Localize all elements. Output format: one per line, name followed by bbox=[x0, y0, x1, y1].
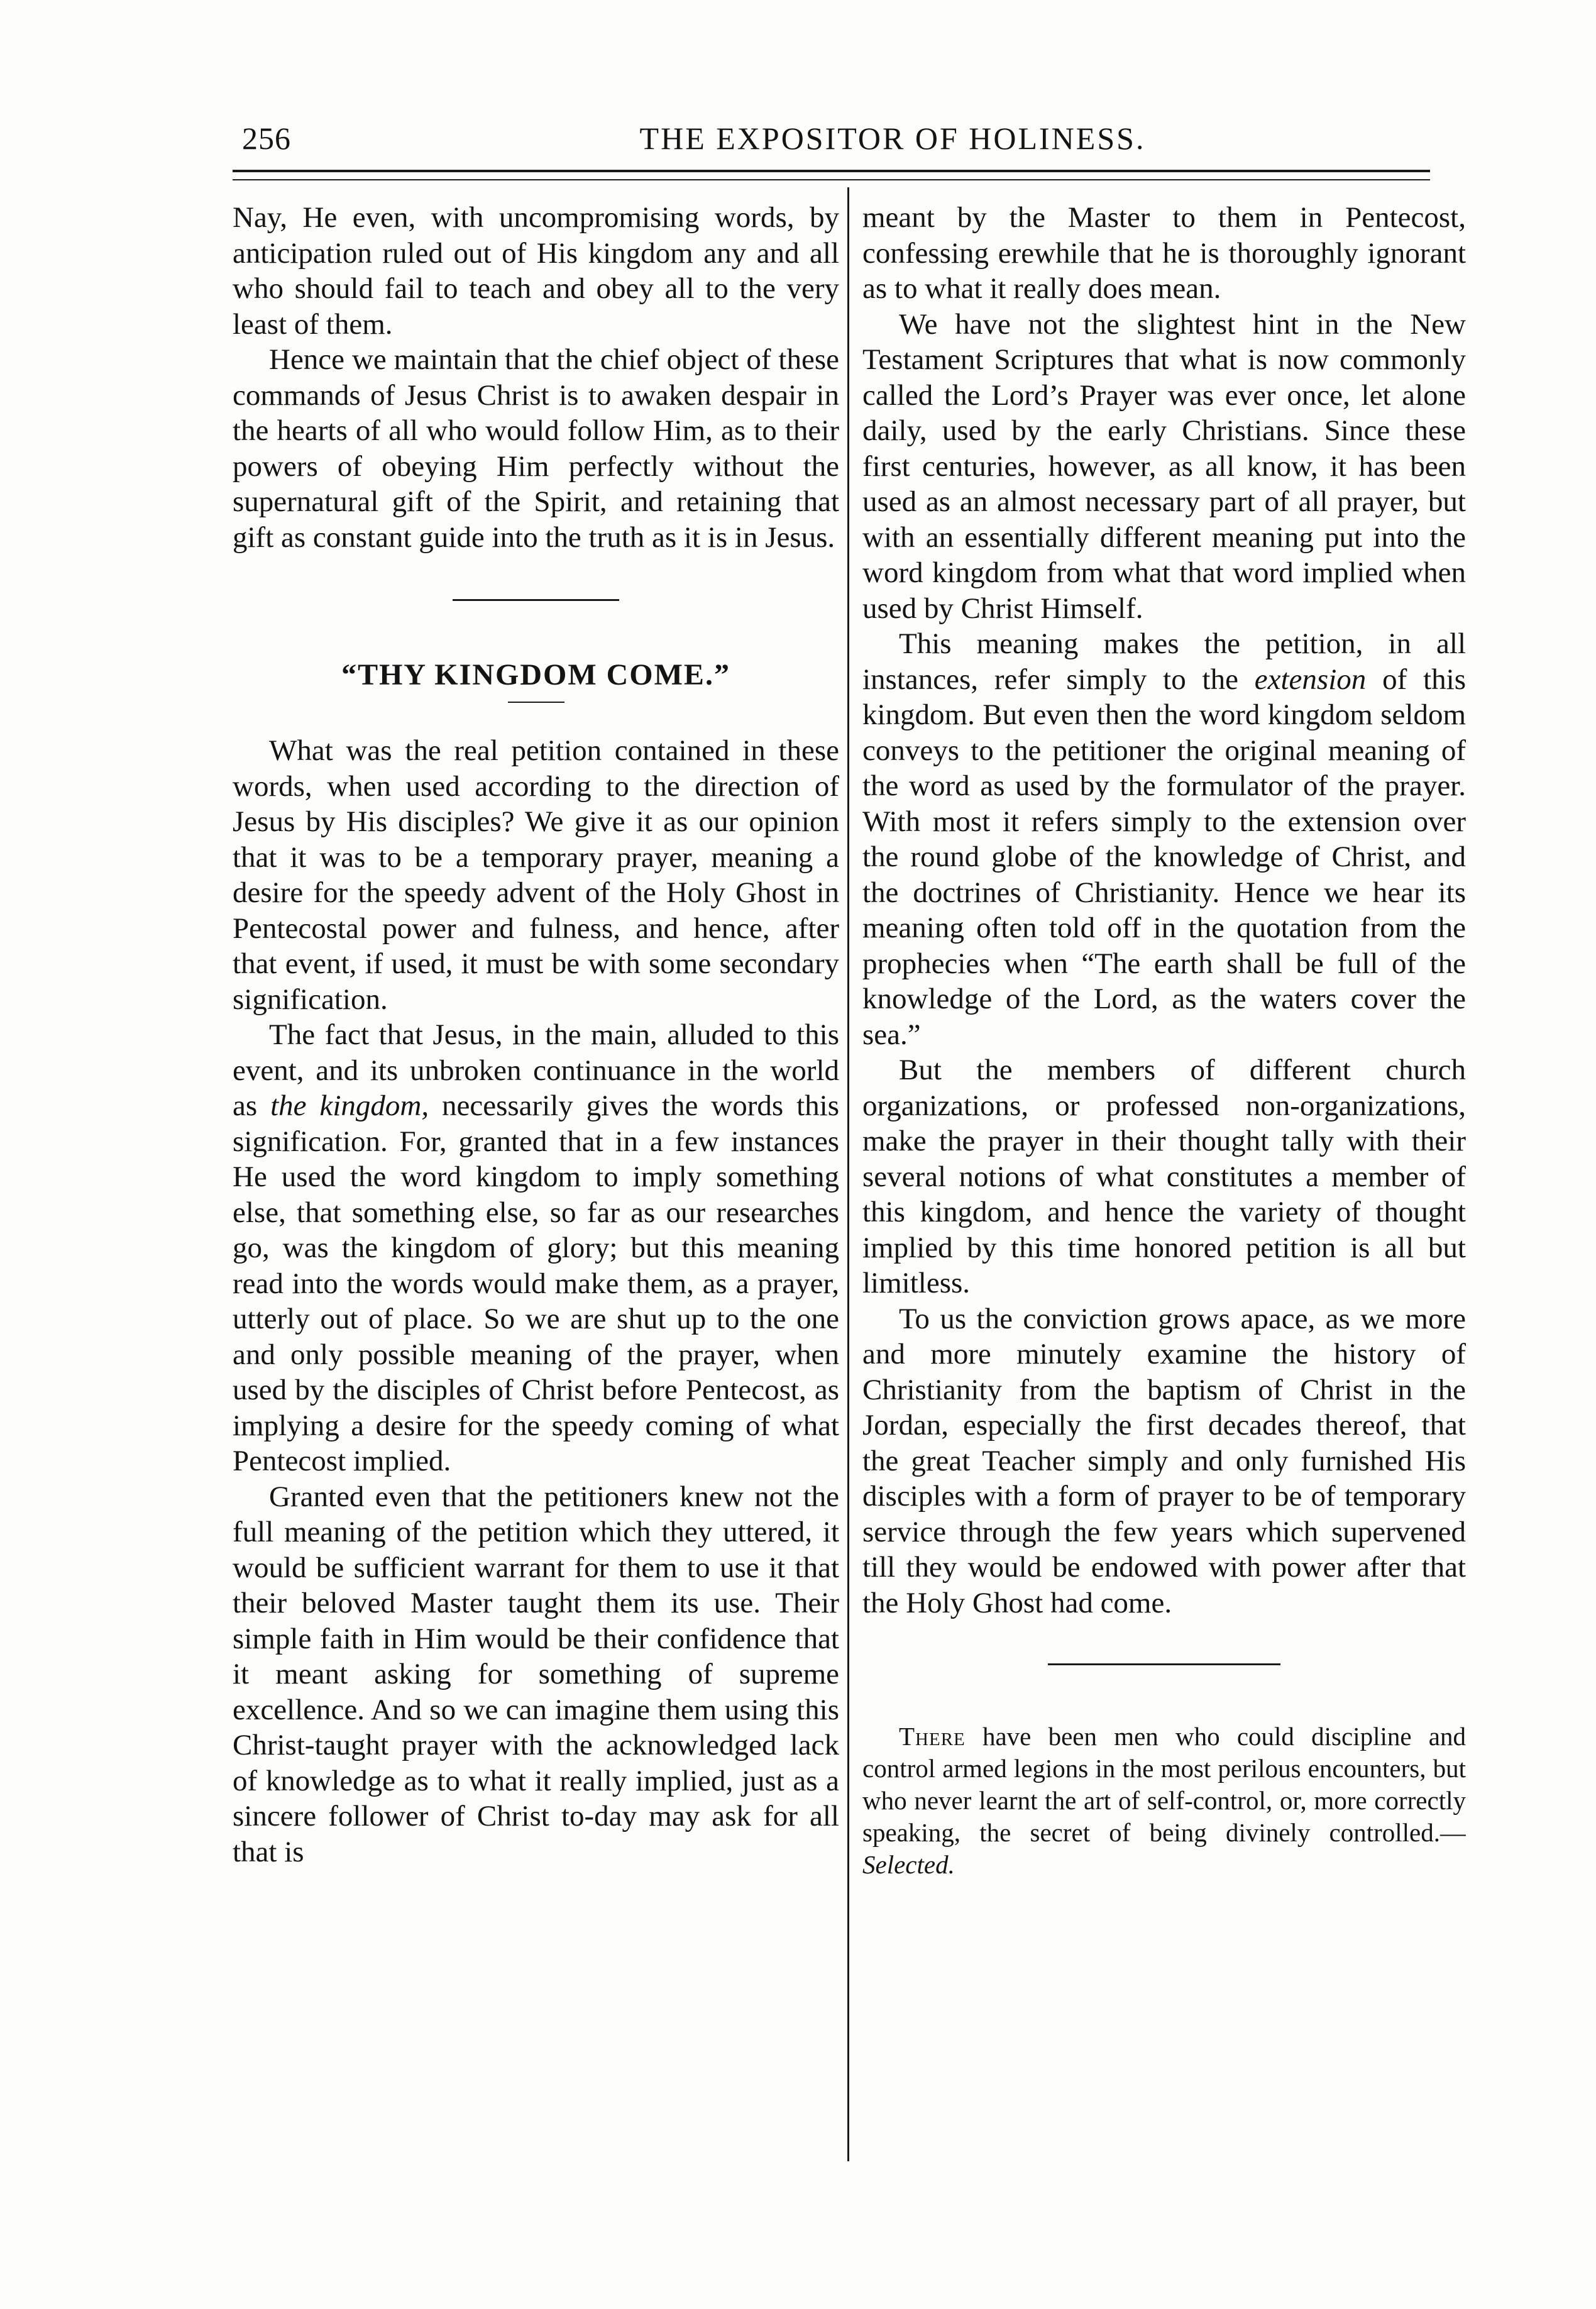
left-paragraph-4-text-b: necessarily gives the words this signification. For, granted that in a few instances He used the word kingdom to imply something else, that something else, so far as our researches go, was the kingdom of glory; but this meaning read into the words would make them, as a prayer, utterly out of place. So we are shut up to the one and only possible meaning of the prayer, when used by the disciples of Christ before Pentecost, as implying a desire for the speedy coming of what Pentecost implied. bbox=[233, 1089, 839, 1477]
header-rule-thick bbox=[233, 170, 1430, 172]
left-paragraph-4-emphasis: the kingdom, bbox=[270, 1089, 429, 1122]
left-paragraph-5: Granted even that the petitioners knew not the full meaning of the petition which they uttered, it would be sufficient warrant for them to use it that their beloved Master taught them its use. Their simple faith in Him would be their confidence that it meant asking for something of supreme excellence. And so we can imagine them using this Christ-taught prayer with the acknowledged lack of knowledge as to what it really implied, just as a sincere follower of Christ to-day may ask for all that is bbox=[233, 1480, 839, 1868]
closing-note-body: have been men who could discipline and control armed legions in the most perilous encounters, but who never learnt the art of self-control, or, more correctly speaking, the secret of being divinely controlled.— bbox=[862, 1722, 1466, 1847]
left-paragraph-1: Nay, He even, with uncompromising words, by anticipation ruled out of His kingdom any and all who should fail to teach and obey all to the very least of them. bbox=[233, 201, 839, 341]
right-paragraph-3 bbox=[862, 626, 1466, 1052]
closing-note-source: Selected. bbox=[862, 1850, 955, 1879]
right-paragraph-4: But the members of different church organizations, or professed non-organizations, make the prayer in their thought tally with their several notions of what constitutes a member of this kingdom, and hence the variety of thought implied by this time honored petition is all but limitless. bbox=[862, 1054, 1466, 1299]
right-paragraph-5: To us the conviction grows apace, as we more and more minutely examine the history of Christianity from the baptism of Christ in the Jordan, especially the first decades thereof, that the great Teacher simply and only furnished His disciples with a form of prayer to be of temporary service through the few years which supervened till they would be endowed with power after that the Holy Ghost had come. bbox=[862, 1302, 1466, 1619]
left-paragraph-4 bbox=[233, 1017, 839, 1479]
left-paragraph-2: Hence we maintain that the chief object of these commands of Jesus Christ is to awaken despair in the hearts of all who would follow Him, as to their powers of obeying Him perfectly without the supernatural gift of the Spirit, and retaining that gift as constant guide into the truth as it is in Jesus. bbox=[233, 343, 839, 554]
section-divider-rule bbox=[453, 599, 619, 601]
right-paragraph-3-emphasis: extension bbox=[1254, 663, 1367, 696]
closing-note-lead: There bbox=[899, 1722, 966, 1751]
note-divider-rule bbox=[1048, 1663, 1280, 1665]
right-paragraph-3-text-a: This meaning makes the petition, in all instances, refer simply to the bbox=[862, 627, 1466, 696]
right-paragraph-2: We have not the slightest hint in the New Testament Scriptures that what is now commonly called the Lord’s Prayer was ever once, let alone daily, used by the early Christians. Since these first centuries, however, as all know, it has been used as an almost necessary part of all prayer, but with an essentially different meaning put into the word kingdom from what that word implied when used by Christ Himself. bbox=[862, 307, 1466, 625]
closing-note bbox=[862, 1721, 1466, 1881]
left-column bbox=[233, 200, 839, 2161]
header-rule-thin bbox=[233, 179, 1430, 180]
right-paragraph-3-text-b: of this kingdom. But even then the word kingdom seldom conveys to the petitioner the original meaning of the word as used by the formulator of the prayer. With most it refers simply to the extension over the round globe of the knowledge of Christ, and the doctrines of Christianity. Hence we hear its meaning often told off in the quotation from the prophecies when “The earth shall be full of the knowledge of the Lord, as the waters cover the sea.” bbox=[862, 663, 1466, 1051]
title-underline-rule bbox=[508, 702, 564, 703]
running-head: THE EXPOSITOR OF HOLINESS. bbox=[639, 121, 1146, 156]
left-paragraph-4-text-a: The fact that Jesus, in the main, alluded to this event, and its unbroken continuance in the world as bbox=[233, 1018, 839, 1122]
article-title: “THY KINGDOM COME.” bbox=[341, 658, 730, 692]
left-paragraph-3: What was the real petition contained in these words, when used according to the direction of Jesus by His disciples? We give it as our opinion that it was to be a temporary prayer, meaning a desire for the speedy advent of the Holy Ghost in Pentecostal power and fulness, and hence, after that event, if used, it must be with some secondary signification. bbox=[233, 734, 839, 1016]
page-number: 256 bbox=[242, 121, 291, 156]
column-divider bbox=[847, 187, 849, 2161]
right-column bbox=[862, 200, 1466, 2161]
right-paragraph-1: meant by the Master to them in Pentecost, confessing erewhile that he is thoroughly ignorant as to what it really does mean. bbox=[862, 201, 1466, 305]
